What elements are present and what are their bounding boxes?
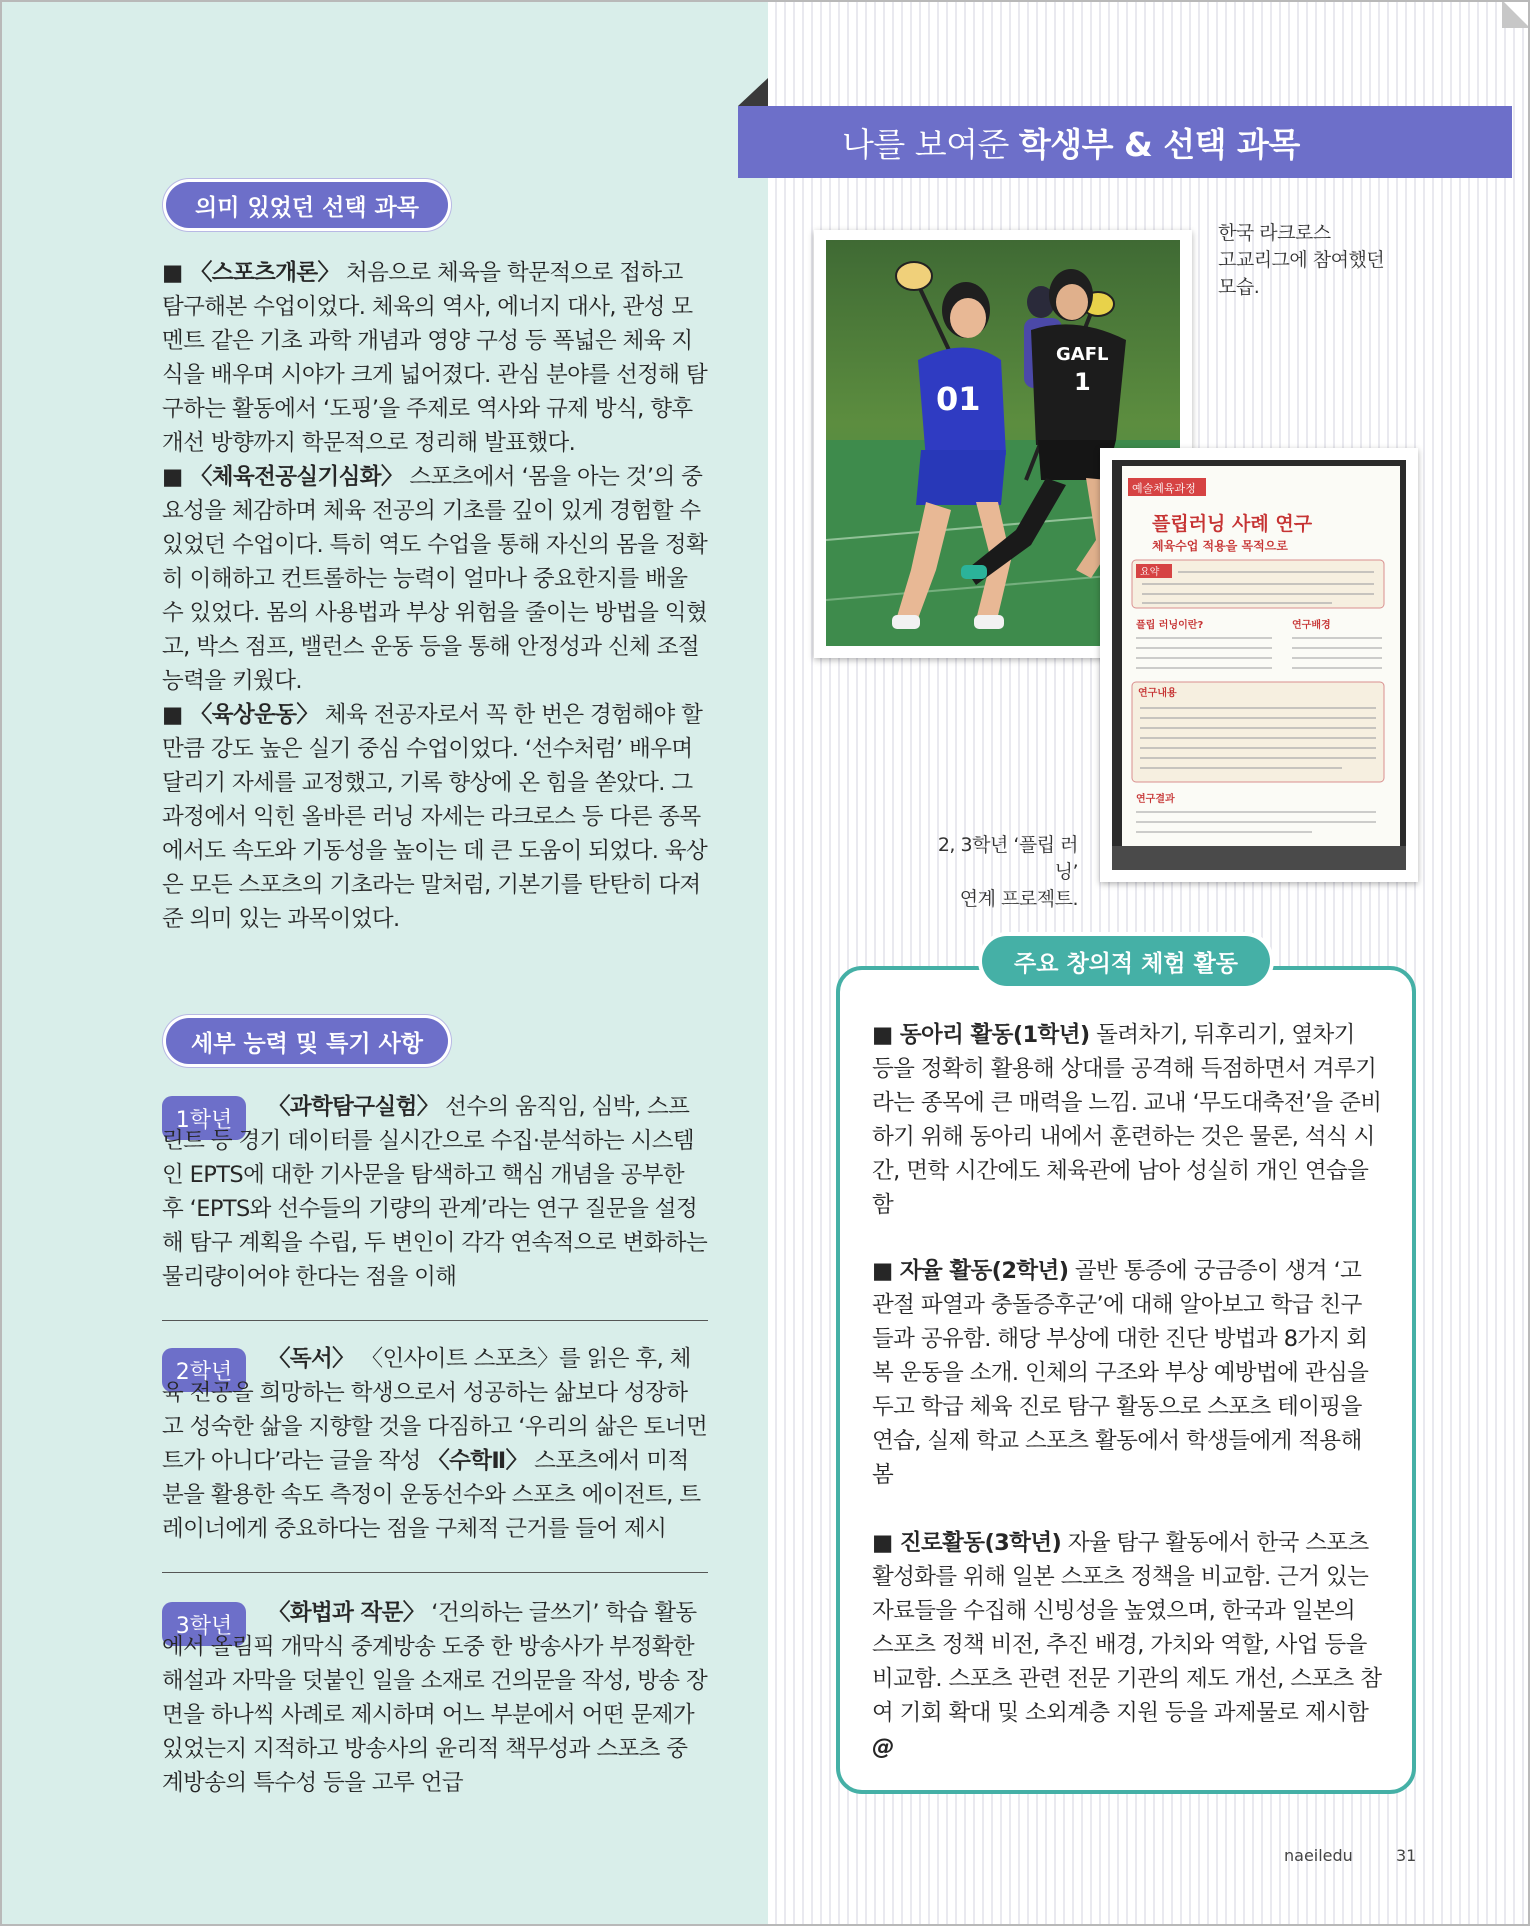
- poster-summary: 요약: [1140, 567, 1160, 578]
- activities-title: 주요 창의적 체험 활동: [982, 936, 1270, 986]
- grade-2-text: 〈독서〉 〈인사이트 스포츠〉를 읽은 후, 체육 전공을 희망하는 학생으로서 성공하는 삶보다 성장하고 성숙한 삶을 지향할 것을 다짐하고 ‘우리의 삶은 토너먼트가 아니다’라는 글을 작성 〈수학Ⅱ〉 스포츠에서 미적분을 활용한 속도 측정이 운동선수와 스포츠 에이전트, 트레이너에게 중요하다는 점을 구체적 근거를 들어 제시: [162, 1346, 708, 1542]
- electives-text: [162, 256, 710, 936]
- poster-image: [1112, 460, 1406, 870]
- divider: [162, 1572, 708, 1573]
- poster-subtitle: 체육수업 적용을 목적으로: [1152, 539, 1288, 553]
- grade-badge-1: 1학년: [162, 1096, 246, 1140]
- header-banner: 나를 보여준 학생부 & 선택 과목: [738, 106, 1512, 178]
- photo2-caption: 2, 3학년 ‘플립 러닝’ 연계 프로젝트.: [937, 834, 1078, 910]
- page-number: 31: [1396, 1846, 1417, 1865]
- section-title-electives: 의미 있었던 선택 과목: [166, 182, 448, 228]
- poster-tag: 예술체육과정: [1132, 482, 1196, 495]
- section-title-details: 세부 능력 및 특기 사항: [166, 1018, 448, 1064]
- grade-3-text: 〈화법과 작문〉 ‘건의하는 글쓰기’ 학습 활동에서 올림픽 개막식 중계방송 도중 한 방송사가 부정확한 해설과 자막을 덧붙인 일을 소재로 건의문을 작성, 방송 장면을 하나씩 사례로 제시하며 어느 부분에서 어떤 문제가 있었는지 지적하고 방송사의 윤리적 책무성과 스포츠 중계방송의 특수성 등을 고루 언급: [162, 1600, 708, 1796]
- elective-item: ■ 〈스포츠개론〉 처음으로 체육을 학문적으로 접하고 탐구해본 수업이었다. 체육의 역사, 에너지 대사, 관성 모멘트 같은 기초 과학 개념과 영양 구성 등 폭넓은 체육 지식을 배우며 시야가 크게 넓어졌다. 관심 분야를 선정해 탐구하는 활동에서 ‘도핑’을 주제로 역사와 규제 방식, 향후 개선 방향까지 학문적으로 정리해 발표했다.: [162, 260, 708, 456]
- poster-section-c: 연구내용: [1138, 688, 1177, 699]
- poster-section-b: 연구배경: [1292, 620, 1331, 631]
- poster-section-d: 연구결과: [1136, 794, 1175, 805]
- jersey-team-right: GAFL: [1056, 344, 1109, 365]
- end-mark-icon: @: [872, 1734, 894, 1760]
- poster-title: 플립러닝 사례 연구: [1152, 513, 1313, 535]
- poster-photo: [1100, 448, 1418, 882]
- poster-section-a: 플립 러닝이란?: [1136, 620, 1204, 631]
- grade-badge-2: 2학년: [162, 1348, 246, 1392]
- jersey-number-left: 01: [936, 380, 981, 418]
- elective-item: ■ 〈육상운동〉 체육 전공자로서 꼭 한 번은 경험해야 할 만큼 강도 높은 실기 중심 수업이었다. ‘선수처럼’ 배우며 달리기 자세를 교정했고, 기록 향상에 온 힘을 쏟았다. 그 과정에서 익힌 올바른 러닝 자세는 라크로스 등 다른 종목에서도 속도와 기동성을 높이는 데 큰 도움이 되었다. 육상은 모든 스포츠의 기초라는 말처럼, 기본기를 탄탄히 다져준 의미 있는 과목이었다.: [162, 702, 708, 932]
- activity-career: ■ 진로활동(3학년) 자율 탐구 활동에서 한국 스포츠 활성화를 위해 일본 스포츠 정책을 비교함. 근거 있는 자료들을 수집해 신빙성을 높였으며, 한국과 일본의 스포츠 정책 비전, 추진 배경, 가치와 역할, 사업 등을 비교함. 스포츠 관련 전문 기관의 제도 개선, 스포츠 참여 기회 확대 및 소외계층 지원 등을 과제물로 제시함 @: [872, 1530, 1382, 1760]
- divider: [162, 1320, 708, 1321]
- photo1-caption: 한국 라크로스 고교리그에 참여했던 모습.: [1218, 222, 1385, 298]
- elective-item: ■ 〈체육전공실기심화〉 스포츠에서 ‘몸을 아는 것’의 중요성을 체감하며 체육 전공의 기초를 깊이 있게 경험할 수 있었던 수업이다. 특히 역도 수업을 통해 자신의 몸을 정확히 이해하고 컨트롤하는 능력이 얼마나 중요한지를 배울 수 있었다. 몸의 사용법과 부상 위험을 줄이는 방법을 익혔고, 박스 점프, 밸런스 운동 등을 통해 안정성과 신체 조절 능력을 키웠다.: [162, 464, 708, 694]
- grade-1-text: 〈과학탐구실험〉 선수의 움직임, 심박, 스프린트 등 경기 데이터를 실시간으로 수집·분석하는 시스템인 EPTS에 대한 기사문을 탐색하고 핵심 개념을 공부한 후 ‘EPTS와 선수들의 기량의 관계’라는 연구 질문을 설정해 탐구 계획을 수립, 두 변인이 각각 연속적으로 변화하는 물리량이어야 한다는 점을 이해: [162, 1094, 708, 1290]
- footer-brand: naeiledu: [1284, 1846, 1353, 1865]
- activity-autonomous: ■ 자율 활동(2학년) 골반 통증에 궁금증이 생겨 ‘고관절 파열과 충돌증후군’에 대해 알아보고 학급 친구들과 공유함. 해당 부상에 대한 진단 방법과 8가지 회복 운동을 소개. 인체의 구조와 부상 예방법에 관심을 두고 학급 체육 진로 탐구 활동으로 스포츠 테이핑을 연습, 실제 학교 스포츠 활동에서 학생들에게 적용해봄: [872, 1258, 1369, 1488]
- jersey-number-right: 1: [1074, 368, 1091, 396]
- activity-club: ■ 동아리 활동(1학년) 돌려차기, 뒤후리기, 옆차기 등을 정확히 활용해 상대를 공격해 득점하면서 겨루기라는 종목에 큰 매력을 느낌. 교내 ‘무도대축전’을 준비하기 위해 동아리 내에서 훈련하는 것은 물론, 석식 시간, 면학 시간에도 체육관에 남아 성실히 개인 연습을 함: [872, 1022, 1382, 1218]
- page-corner-curl: [1502, 0, 1530, 28]
- poster-illustration: [1112, 460, 1406, 870]
- grade-badge-3: 3학년: [162, 1602, 246, 1646]
